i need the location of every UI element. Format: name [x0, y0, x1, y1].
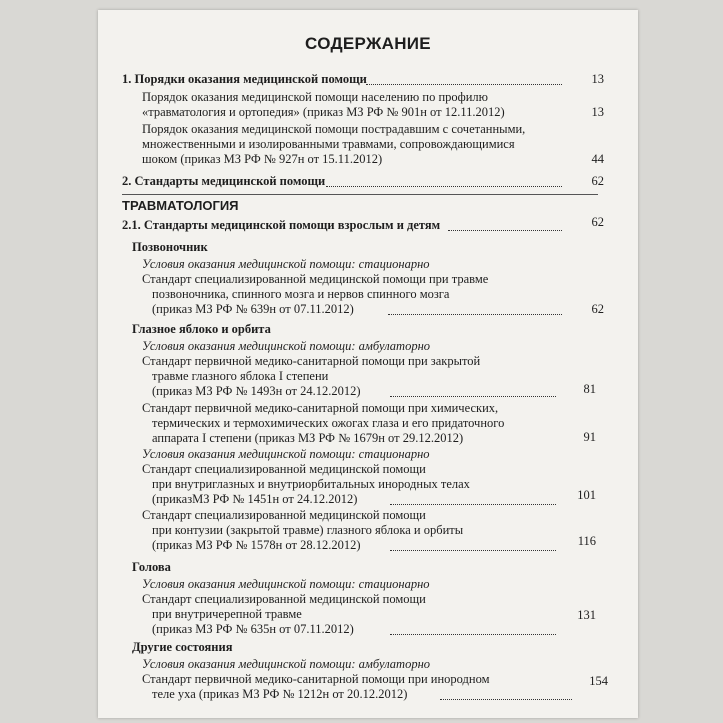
toc-entry-line[interactable]: травме глазного яблока I степени — [152, 369, 329, 383]
toc-entry-line[interactable]: при внутричерепной травме — [152, 607, 302, 621]
dot-leader — [326, 186, 562, 187]
toc-entry-section-2[interactable]: 2. Стандарты медицинской помощи — [122, 174, 326, 188]
page-title: СОДЕРЖАНИЕ — [305, 34, 431, 53]
toc-entry-line[interactable]: (приказ МЗ РФ № 635н от 07.11.2012) — [152, 622, 354, 636]
dot-leader — [388, 314, 562, 315]
dot-leader — [390, 396, 556, 397]
toc-entry-line[interactable]: Порядок оказания медицинской помощи населению по профилю — [142, 90, 489, 104]
toc-entry-line[interactable]: Порядок оказания медицинской помощи пострадавшим с сочетанными, — [142, 122, 526, 136]
toc-entry-section-1[interactable]: 1. Порядки оказания медицинской помощи — [122, 72, 367, 86]
toc-entry-line[interactable]: термических и термохимических ожогах глаза и его придаточного — [152, 416, 505, 430]
dot-leader — [440, 699, 572, 700]
page-number: 91 — [583, 430, 596, 444]
toc-entry-line[interactable]: Стандарт специализированной медицинской помощи — [142, 462, 426, 476]
toc-entry-line[interactable]: Стандарт специализированной медицинской помощи при травме — [142, 272, 489, 286]
page-number: 154 — [589, 674, 608, 688]
toc-entry-line[interactable]: при внутриглазных и внутриорбитальных инородных телах — [152, 477, 470, 491]
toc-entry-line[interactable]: (приказ МЗ РФ № 1578н от 28.12.2012) — [152, 538, 361, 552]
category-heading: ТРАВМАТОЛОГИЯ — [122, 198, 239, 213]
subsection-heading: Позвоночник — [132, 240, 208, 254]
dot-leader — [390, 504, 556, 505]
conditions-label: Условия оказания медицинской помощи: амбулаторно — [142, 339, 431, 353]
page-number: 62 — [591, 215, 604, 229]
page-number: 62 — [591, 174, 604, 188]
book-page — [98, 10, 638, 718]
toc-entry-line[interactable]: (приказМЗ РФ № 1451н от 24.12.2012) — [152, 492, 358, 506]
toc-entry-line[interactable]: (приказ МЗ РФ № 639н от 07.11.2012) — [152, 302, 354, 316]
page-number: 116 — [577, 534, 596, 548]
dot-leader — [448, 230, 562, 231]
page-number: 44 — [591, 152, 604, 166]
conditions-label: Условия оказания медицинской помощи: стационарно — [142, 447, 430, 461]
conditions-label: Условия оказания медицинской помощи: стационарно — [142, 577, 430, 591]
toc-entry-line[interactable]: аппарата I степени (приказ МЗ РФ № 1679н от 29.12.2012) — [152, 431, 464, 445]
page-number: 81 — [583, 382, 596, 396]
toc-entry-line[interactable]: теле уха (приказ МЗ РФ № 1212н от 20.12.2012) — [152, 687, 408, 701]
toc-entry-line[interactable]: Стандарт первичной медико-санитарной помощи при инородном — [142, 672, 490, 686]
toc-entry-line[interactable]: шоком (приказ МЗ РФ № 927н от 15.11.2012) — [142, 152, 383, 166]
subsection-heading: Другие состояния — [132, 640, 233, 654]
dot-leader — [366, 84, 562, 85]
toc-entry-line[interactable]: Стандарт специализированной медицинской помощи — [142, 592, 426, 606]
page-number: 131 — [577, 608, 596, 622]
page-number: 62 — [591, 302, 604, 316]
toc-entry-line[interactable]: Стандарт специализированной медицинской помощи — [142, 508, 426, 522]
toc-entry-line[interactable]: (приказ МЗ РФ № 1493н от 24.12.2012) — [152, 384, 361, 398]
divider — [122, 194, 598, 195]
page-number: 101 — [577, 488, 596, 502]
conditions-label: Условия оказания медицинской помощи: амбулаторно — [142, 657, 431, 671]
toc-entry-line[interactable]: Стандарт первичной медико-санитарной помощи при химических, — [142, 401, 499, 415]
page-number: 13 — [591, 105, 604, 119]
table-of-contents — [98, 10, 638, 718]
page-number: 13 — [591, 72, 604, 86]
dot-leader — [390, 634, 556, 635]
toc-entry-line[interactable]: Стандарт первичной медико-санитарной помощи при закрытой — [142, 354, 481, 368]
subsection-heading: Глазное яблоко и орбита — [132, 322, 271, 336]
subsection-heading: Голова — [132, 560, 171, 574]
toc-entry-section-2-1[interactable]: 2.1. Стандарты медицинской помощи взрослым и детям — [122, 218, 441, 232]
conditions-label: Условия оказания медицинской помощи: стационарно — [142, 257, 430, 271]
toc-entry-line[interactable]: «травматология и ортопедия» (приказ МЗ РФ № 901н от 12.11.2012) — [142, 105, 505, 119]
toc-entry-line[interactable]: множественными и изолированными травмами, сопровождающимися — [142, 137, 515, 151]
dot-leader — [390, 550, 556, 551]
toc-entry-line[interactable]: позвоночника, спинного мозга и нервов спинного мозга — [152, 287, 450, 301]
toc-entry-line[interactable]: при контузии (закрытой травме) глазного яблока и орбиты — [152, 523, 464, 537]
